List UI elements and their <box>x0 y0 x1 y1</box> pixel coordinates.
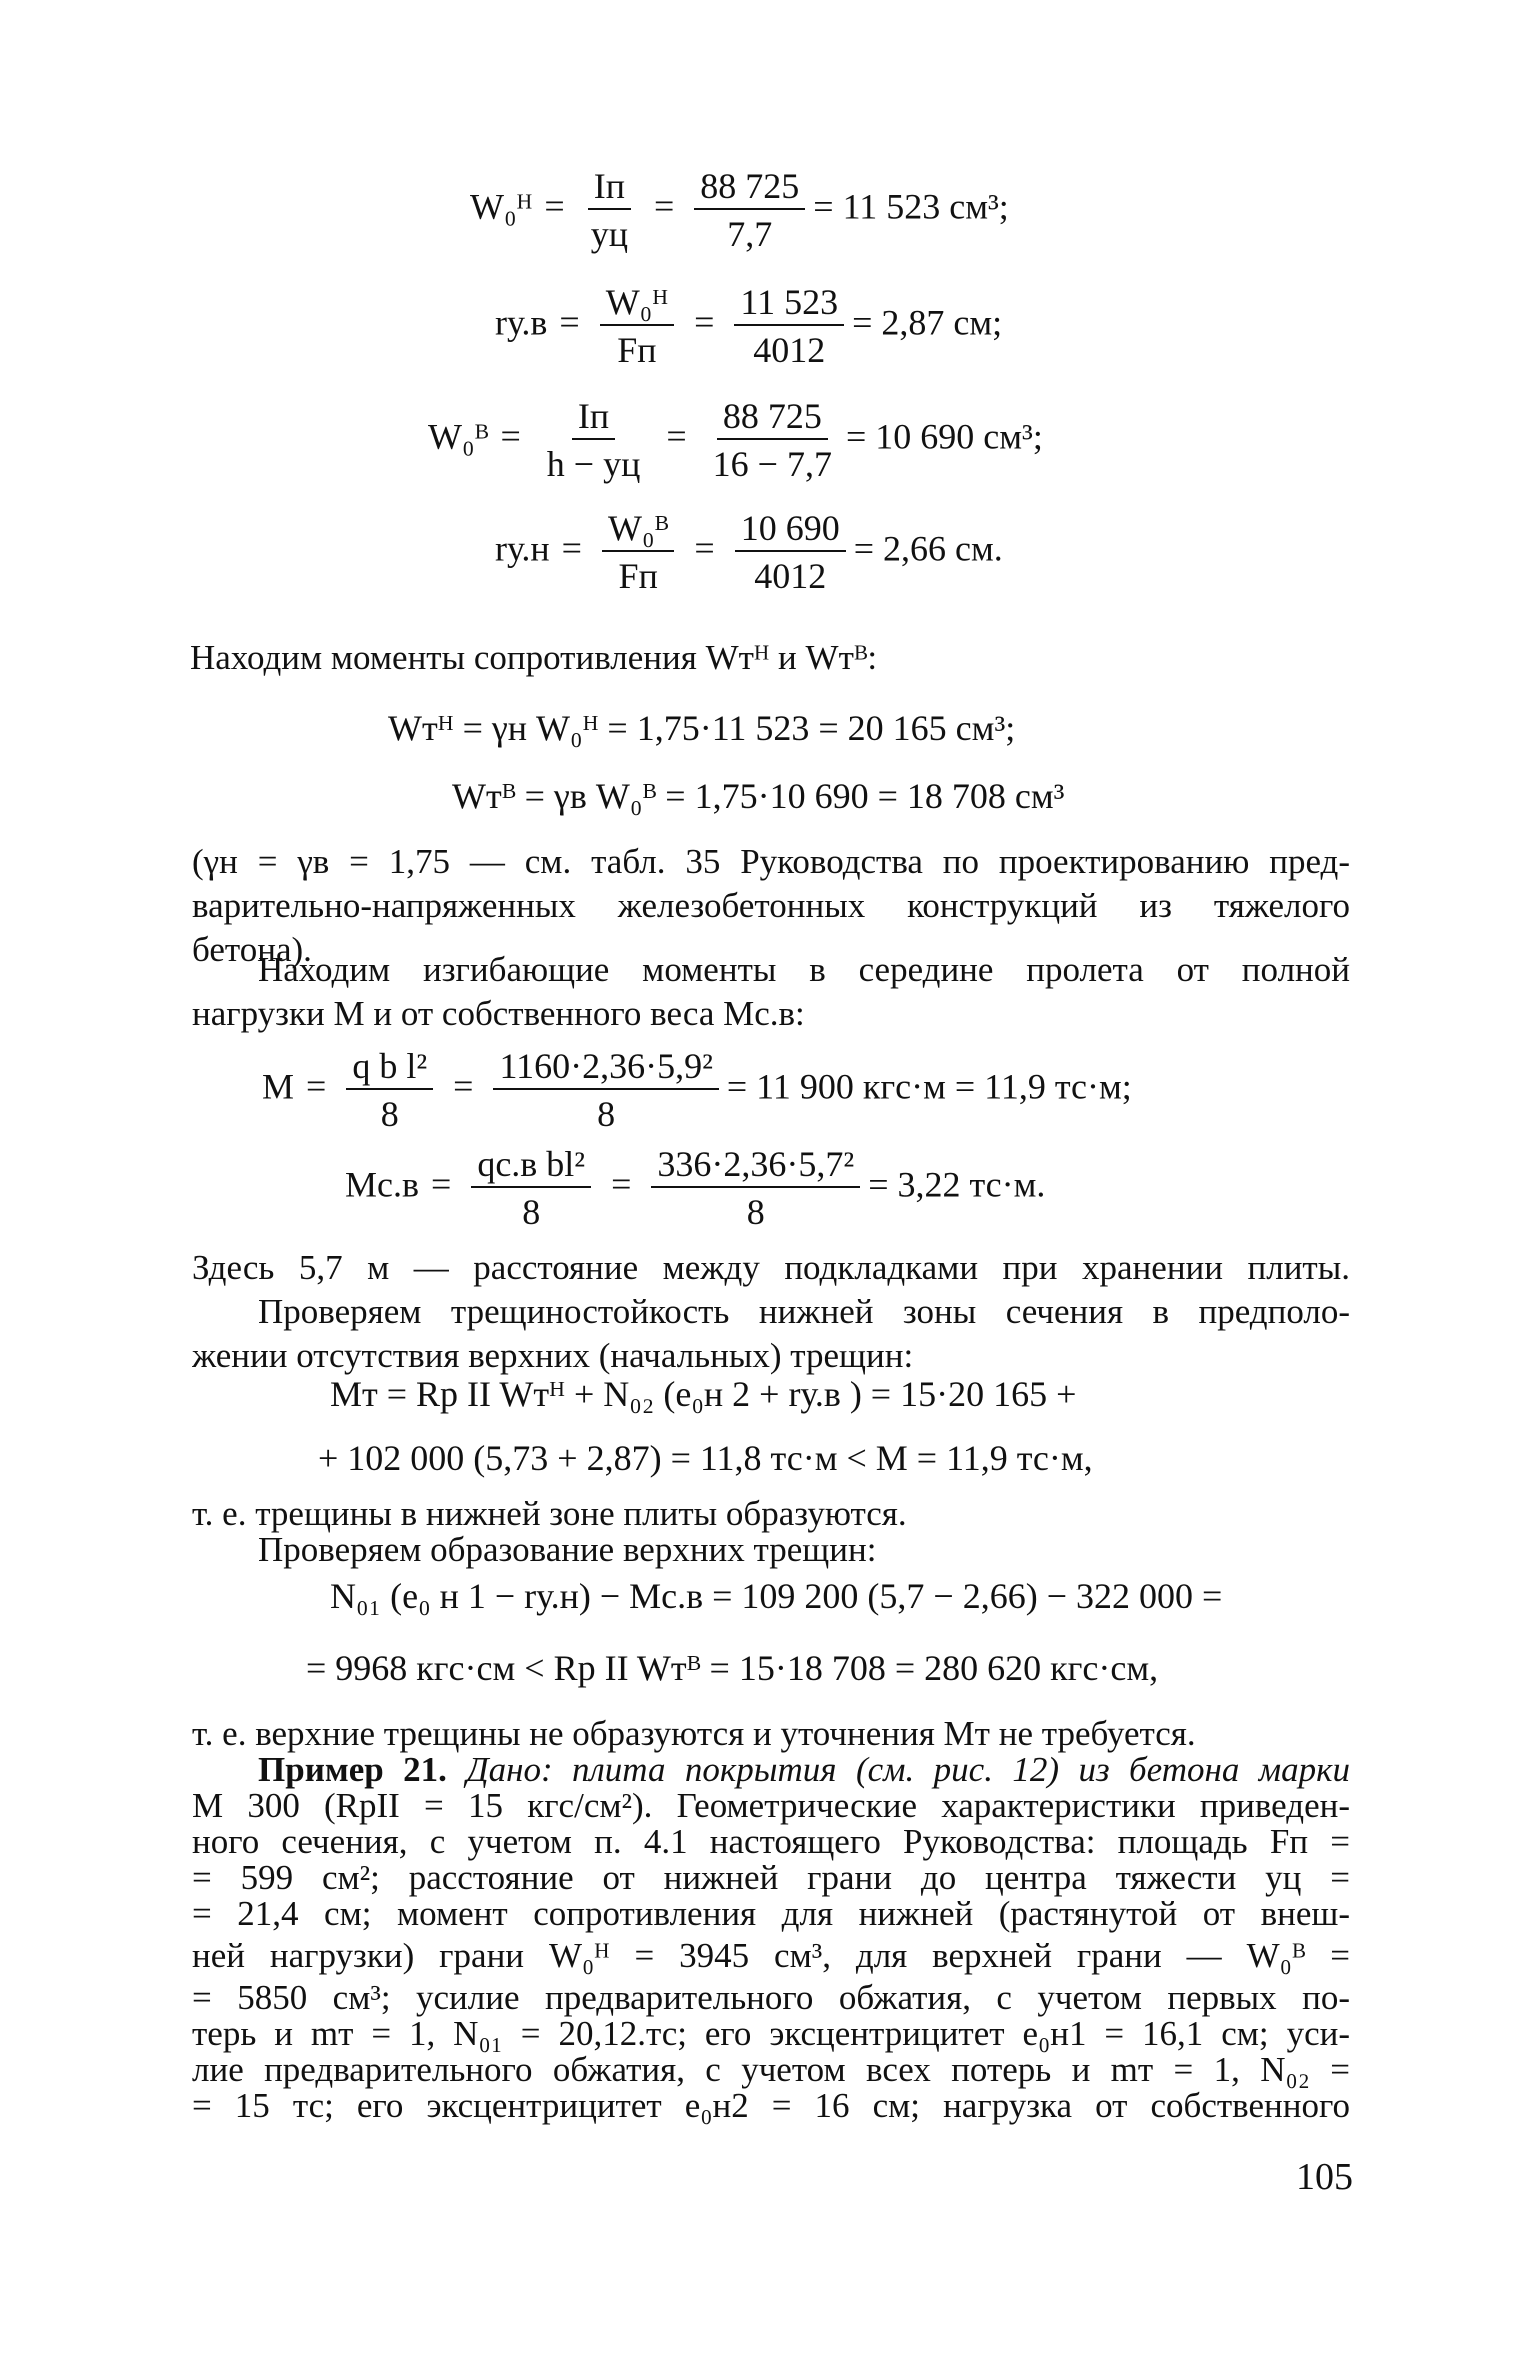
paragraph-line: терь и mт = 1, N₀₁ = 20,12.тс; его эксцентрицитет e₀н1 = 16,1 см; уси- <box>192 2014 1350 2053</box>
eq-lhs: Mс.в <box>345 1164 419 1205</box>
eq-numerator: W₀ᴴ <box>600 284 674 326</box>
eq-numerator: W₀ᴮ <box>602 510 674 552</box>
page-number: 105 <box>1296 2156 1353 2198</box>
eq-numerator-value: 1160·2,36·5,9² <box>493 1048 718 1090</box>
eq-numerator-value: 88 725 <box>694 168 805 210</box>
eq-denominator-value: 8 <box>746 1192 765 1232</box>
equation-w0-lower: W₀ᴴ = $\frac{Iп}{yц}$ = $\frac{88 725}{7,7}$ = 11 523 см³; <box>470 166 1009 254</box>
equation-w0-upper: W₀ᴮ = $\frac{Iп}{h - yц}$ = $\frac{88 725}{16 - 7,7}$ = 10 690 см³; <box>428 396 1043 484</box>
equation-crack-moment-cont: + 102 000 (5,73 + 2,87) = 11,8 тс·м < M = 11,9 тс·м, <box>318 1438 1093 1478</box>
paragraph-line: жении отсутствия верхних (начальных) трещин: <box>192 1336 914 1375</box>
eq-denominator-value: 16 − 7,7 <box>712 444 832 484</box>
equation-crack-moment: Mт = Rр II Wтᴴ + N₀₂ (e₀н 2 + rу.в ) = 15·20 165 + <box>330 1374 1077 1414</box>
equation-wt-lower: Wтᴴ = γн W₀ᴴ = 1,75·11 523 = 20 165 см³; <box>388 708 1016 748</box>
eq-numerator: q b l² <box>346 1048 433 1090</box>
eq-denominator-value: 4012 <box>754 556 827 596</box>
paragraph-line: Здесь 5,7 м — расстояние между подкладками при хранении плиты. <box>192 1248 1350 1287</box>
eq-result: = 11 900 кгс·м = 11,9 тс·м; <box>726 1066 1132 1107</box>
paragraph-line: = 21,4 см; момент сопротивления для нижней (растянутой от внеш- <box>192 1894 1350 1933</box>
eq-denominator-value: 7,7 <box>727 214 773 254</box>
paragraph-line: т. е. верхние трещины не образуются и уточнения Mт не требуется. <box>192 1714 1196 1753</box>
eq-result: = 11 523 см³; <box>813 186 1009 227</box>
paragraph-line: = 15 тс; его эксцентрицитет e₀н2 = 16 см; нагрузка от собственного <box>192 2086 1350 2125</box>
eq-denominator: h − yц <box>546 444 641 484</box>
eq-denominator-value: 4012 <box>753 330 826 370</box>
equation-r-upper: rу.в = $\frac{\text{W₀ᴴ}}{Fп}$ = $\frac{11 523}{4012}$ = 2,87 см; <box>495 282 1003 370</box>
paragraph-line: Проверяем образование верхних трещин: <box>258 1530 877 1569</box>
eq-result: = 10 690 см³; <box>845 416 1043 457</box>
paragraph-line: лие предварительного обжатия, с учетом всех потерь и mт = 1, N₀₂ = <box>192 2050 1350 2089</box>
equation-r-lower: rу.н = $\frac{\text{W₀ᴮ}}{Fп}$ = $\frac{10 690}{4012}$ = 2,66 см. <box>495 508 1003 596</box>
eq-lhs: M <box>262 1066 295 1107</box>
example-given: Дано: плита покрытия (см. рис. 12) из бетона марки <box>466 1750 1350 1789</box>
eq-numerator-value: 88 725 <box>717 398 828 440</box>
eq-result: = 2,66 см. <box>853 528 1003 569</box>
paragraph-line: ней нагрузки) грани W₀ᴴ = 3945 см³, для верхней грани — W₀ᴮ = <box>192 1936 1350 1975</box>
equation-wt-upper: Wтᴮ = γв W₀ᴮ = 1,75·10 690 = 18 708 см³ <box>452 776 1065 816</box>
eq-lhs: rу.н <box>495 528 550 569</box>
heading-find-moments: Находим моменты сопротивления Wтᴴ и Wтᴮ: <box>190 638 878 677</box>
eq-numerator: Iп <box>572 398 615 440</box>
paragraph-line: варительно-напряженных железобетонных конструкций из тяжелого <box>192 886 1350 925</box>
eq-denominator: 8 <box>380 1094 399 1134</box>
paragraph-line: ного сечения, с учетом п. 4.1 настоящего Руководства: площадь Fп = <box>192 1822 1350 1861</box>
paragraph-line: М 300 (RpII = 15 кгс/см²). Геометрические характеристики приведен- <box>192 1786 1350 1825</box>
paragraph-line: Находим изгибающие моменты в середине пролета от полной <box>258 950 1350 989</box>
paragraph-line: бетона). <box>192 930 312 969</box>
example-label: Пример 21. <box>258 1750 447 1789</box>
paragraph-line: = 5850 см³; усилие предварительного обжатия, с учетом первых по- <box>192 1978 1350 2017</box>
eq-denominator: yц <box>590 214 628 254</box>
eq-lhs: rу.в <box>495 302 548 343</box>
eq-denominator: Fп <box>617 330 657 370</box>
equation-moment-full: M = $\frac{\text{q b l²}}{8}$ = $\frac{\text{1160·2,36·5,9²}}{8}$ = 11 900 кгс·м = 11,9 тс·м; <box>262 1046 1132 1134</box>
eq-result: = 2,87 см; <box>852 302 1003 343</box>
eq-denominator: Fп <box>618 556 658 596</box>
paragraph-line: (γн = γв = 1,75 — см. табл. 35 Руководства по проектированию пред- <box>192 842 1350 881</box>
eq-numerator-value: 336·2,36·5,7² <box>651 1146 860 1188</box>
eq-lhs: W₀ᴮ <box>428 416 489 457</box>
eq-denominator-value: 8 <box>597 1094 616 1134</box>
paragraph-line: Проверяем трещиностойкость нижней зоны сечения в предполо- <box>258 1292 1350 1331</box>
equation-upper-crack-cont: = 9968 кгс·см < Rр II Wтᴮ = 15·18 708 = 280 620 кгс·см, <box>306 1648 1159 1688</box>
eq-lhs: W₀ᴴ <box>470 186 533 227</box>
equation-moment-self-weight: Mс.в = $\frac{\text{qс.в bl²}}{8}$ = $\frac{\text{336·2,36·5,7²}}{8}$ = 3,22 тс·м. <box>345 1144 1046 1232</box>
eq-result: = 3,22 тс·м. <box>868 1164 1046 1205</box>
paragraph-line: = 599 см²; расстояние от нижней грани до центра тяжести yц = <box>192 1858 1350 1897</box>
equation-upper-crack: N₀₁ (e₀ н 1 − rу.н) − Mс.в = 109 200 (5,7 − 2,66) − 322 000 = <box>330 1576 1223 1616</box>
paragraph-line: нагрузки M и от собственного веса Mс.в: <box>192 994 805 1033</box>
paragraph-line: т. е. трещины в нижней зоне плиты образуются. <box>192 1494 907 1533</box>
eq-numerator: qс.в bl² <box>471 1146 591 1188</box>
eq-numerator-value: 11 523 <box>734 284 844 326</box>
eq-denominator: 8 <box>522 1192 541 1232</box>
eq-numerator-value: 10 690 <box>735 510 846 552</box>
eq-numerator: Iп <box>588 168 631 210</box>
